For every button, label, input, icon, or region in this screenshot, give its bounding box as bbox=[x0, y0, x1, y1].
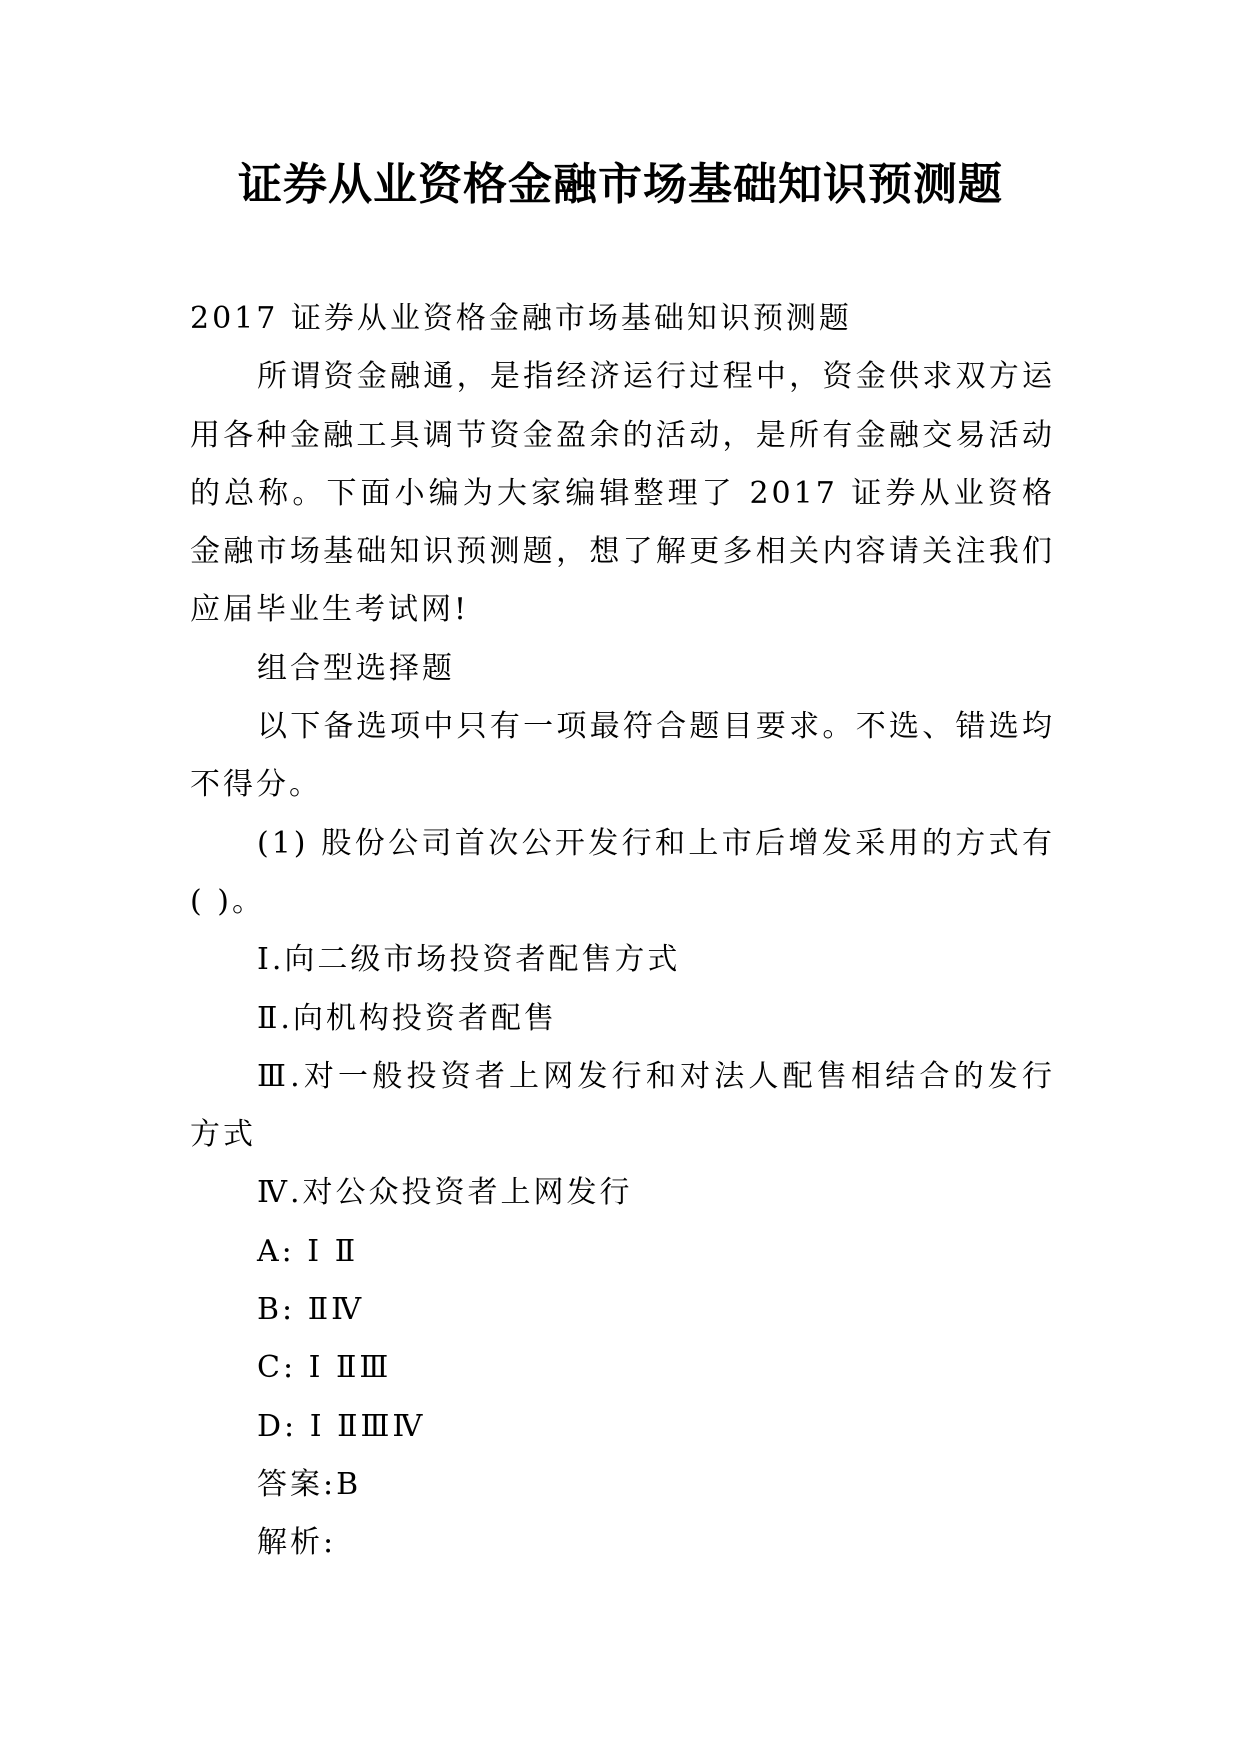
intro-paragraph: 所谓资金融通，是指经济运行过程中，资金供求双方运用各种金融工具调节资金盈余的活动，是所有金融交易活动的总称。下面小编为大家编辑整理了 2017 证券从业资格金融市场基础知识预测题，想了解更多相关内容请关注我们应届毕业生考试网! bbox=[190, 359, 1055, 628]
document-title: 证券从业资格金融市场基础知识预测题 bbox=[238, 159, 1003, 210]
choice-b: B: ⅡⅣ bbox=[257, 1292, 365, 1328]
section-heading: 组合型选择题 bbox=[257, 650, 455, 686]
choice-a: A: Ⅰ Ⅱ bbox=[257, 1233, 359, 1269]
analysis-line: 解析: bbox=[257, 1525, 337, 1561]
choice-c: C: Ⅰ ⅡⅢ bbox=[257, 1350, 392, 1386]
question-item-2: Ⅱ.向机构投资者配售 bbox=[257, 1000, 557, 1036]
choice-d: D: Ⅰ ⅡⅢⅣ bbox=[257, 1408, 426, 1444]
subtitle-paragraph: 2017 证券从业资格金融市场基础知识预测题 bbox=[190, 301, 852, 336]
question-item-3: Ⅲ.对一般投资者上网发行和对法人配售相结合的发行方式 bbox=[190, 1058, 1055, 1153]
question-stem: (1) 股份公司首次公开发行和上市后增发采用的方式有( )。 bbox=[190, 825, 1055, 919]
document-body bbox=[190, 290, 1055, 1573]
answer-line: 答案:B bbox=[257, 1466, 362, 1502]
question-item-1: Ⅰ.向二级市场投资者配售方式 bbox=[257, 942, 681, 978]
instructions-paragraph: 以下备选项中只有一项最符合题目要求。不选、错选均不得分。 bbox=[190, 709, 1055, 803]
question-item-4: Ⅳ.对公众投资者上网发行 bbox=[257, 1175, 633, 1211]
